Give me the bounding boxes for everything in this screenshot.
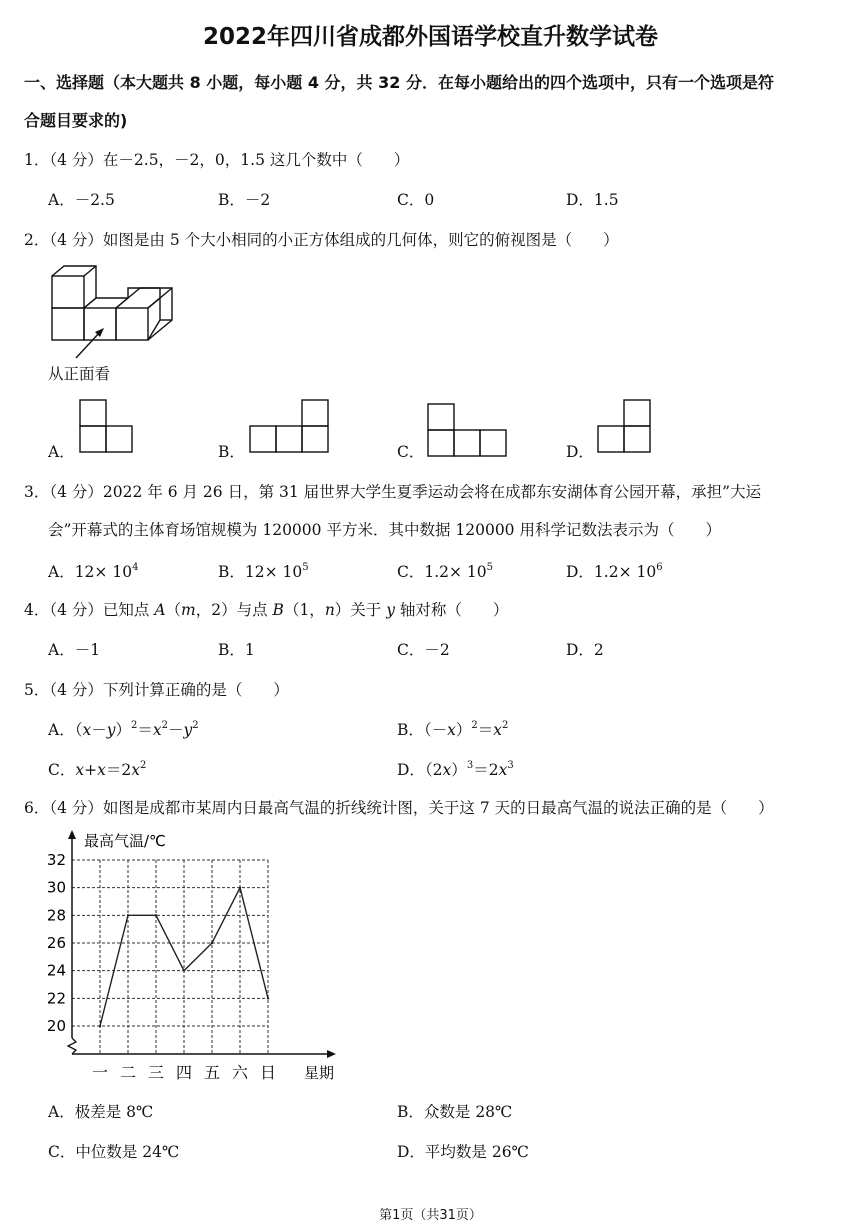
question-3-option-b: B．$12\times 10^5$	[218, 562, 309, 581]
question-3-option-a: A．$12\times 10^4$	[48, 562, 139, 581]
x-axis-arrow	[327, 1050, 336, 1058]
question-4-stem: 4．（4 分）已知点 A（m，2）与点 B（1，n）关于 y 轴对称（ ）	[24, 601, 509, 619]
question-6-option-a: A．极差是 8℃	[48, 1103, 154, 1121]
section-heading-cont: 合题目要求的)	[24, 111, 128, 130]
y-axis-arrow	[68, 830, 76, 839]
y-tick-label: 28	[46, 906, 66, 925]
data-point	[183, 969, 185, 971]
y-tick-label: 32	[46, 851, 66, 869]
question-6-stem: 6．（4 分）如图是成都市某周内日最高气温的折线统计图，关于这 7 天的日最高气温的说法正确的是（ ）	[24, 799, 774, 817]
question-6-option-c: C．中位数是 24℃	[48, 1143, 180, 1161]
question-3-stem: 3．（4 分）2022 年 6 月 26 日，第 31 届世界大学生夏季运动会将在成都东安湖体育公园开幕，承担”大运	[24, 483, 762, 501]
question-5-option-a: A．$(x-y)^2=x^2-y^2$	[48, 720, 199, 739]
data-point	[267, 997, 269, 999]
data-point	[155, 914, 157, 916]
y-axis-title: 最高气温/℃	[84, 832, 166, 850]
question-3-option-d: D．$1.2\times 10^6$	[566, 562, 663, 581]
question-5-stem: 5．（4 分）下列计算正确的是（ ）	[24, 681, 289, 699]
x-tick-label: 二	[119, 1063, 137, 1082]
question-5-option-c: C．$x+x=2x^2$	[48, 760, 147, 779]
x-tick-label: 三	[147, 1063, 165, 1082]
question-2-option-b: B．	[218, 443, 245, 461]
data-point	[211, 942, 213, 944]
question-2-option-d: D．	[566, 443, 594, 461]
y-tick-label: 30	[46, 878, 66, 897]
question-4-option-c: C．－2	[397, 641, 450, 659]
x-axis-title: 星期	[304, 1064, 335, 1082]
question-4-option-d: D．2	[566, 641, 604, 659]
question-6-option-d: D．平均数是 26℃	[397, 1143, 529, 1161]
top-view-d	[596, 398, 654, 456]
question-5-option-b: B．$(-x)^2=x^2$	[397, 720, 509, 739]
data-point	[239, 886, 241, 888]
page-footer: 第1页（共31页）	[379, 1208, 482, 1223]
top-view-b	[248, 398, 332, 456]
question-1-option-c: C．0	[397, 191, 435, 209]
question-2-option-c: C．	[397, 443, 425, 461]
x-tick-label: 六	[231, 1063, 249, 1082]
y-tick-label: 26	[46, 934, 66, 952]
question-1-option-b: B．－2	[218, 191, 271, 209]
cube-solid-figure	[44, 262, 184, 362]
question-5-option-d: D．$(2x)^3=2x^3$	[397, 760, 514, 779]
question-2-stem: 2．（4 分）如图是由 5 个大小相同的小正方体组成的几何体，则它的俯视图是（ ）	[24, 231, 619, 249]
front-view-label: 从正面看	[48, 365, 111, 383]
question-1-option-a: A．－2.5	[48, 191, 115, 209]
question-4-option-b: B．1	[218, 641, 255, 659]
question-3-option-c: C．$1.2\times 10^5$	[397, 562, 494, 581]
top-view-a	[78, 398, 136, 456]
x-tick-label: 五	[203, 1063, 221, 1082]
x-tick-label: 日	[259, 1063, 277, 1082]
question-4-option-a: A．－1	[48, 641, 101, 659]
x-tick-label: 一	[91, 1063, 109, 1082]
data-point	[127, 914, 129, 916]
page-title: 2022年四川省成都外国语学校直升数学试卷	[202, 24, 658, 50]
y-tick-label: 22	[46, 989, 66, 1008]
question-1-option-d: D．1.5	[566, 191, 619, 209]
section-heading: 一、选择题（本大题共 8 小题，每小题 4 分，共 32 分．在每小题给出的四个选项中，只有一个选项是符	[24, 73, 774, 92]
y-tick-label: 24	[46, 961, 66, 980]
y-tick-label: 20	[46, 1017, 66, 1035]
temperature-line-chart	[40, 828, 360, 1084]
top-view-c	[426, 402, 510, 458]
question-1-stem: 1．（4 分）在－2.5，－2，0，1.5 这几个数中（ ）	[24, 151, 410, 169]
data-point	[99, 1025, 101, 1027]
question-3-stem-cont: 会”开幕式的主体育场馆规模为 120000 平方米．其中数据 120000 用科学记数法表示为（ ）	[48, 521, 721, 539]
axis-break	[68, 1038, 76, 1054]
x-tick-label: 四	[175, 1063, 193, 1082]
question-2-option-a: A．	[48, 443, 75, 461]
question-6-option-b: B．众数是 28℃	[397, 1103, 513, 1121]
